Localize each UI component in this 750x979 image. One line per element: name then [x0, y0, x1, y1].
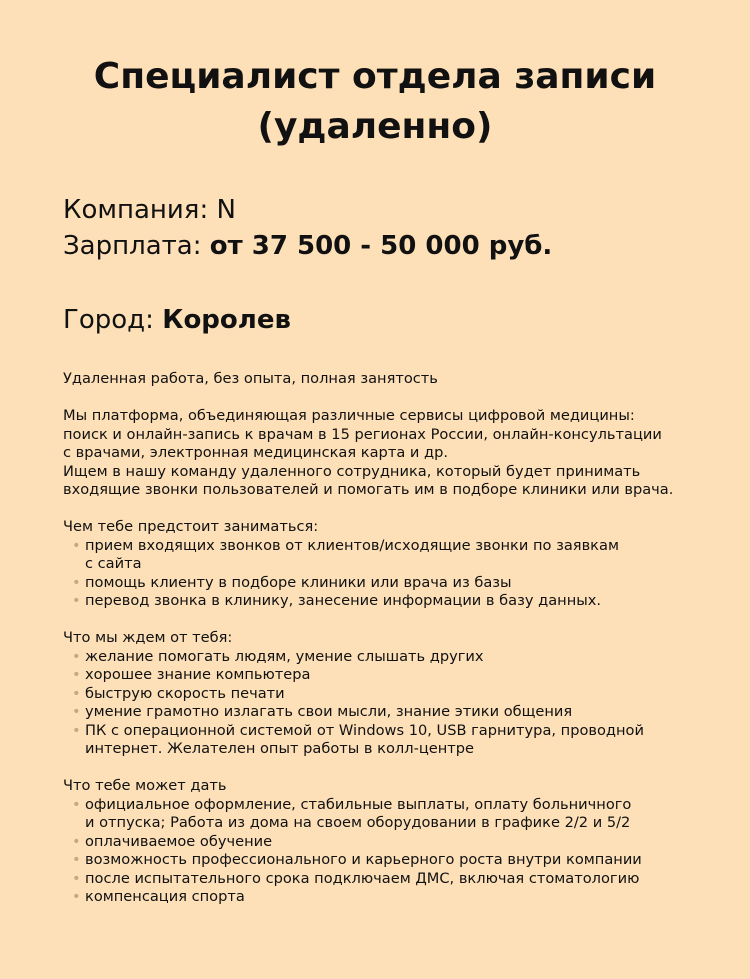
list-item-text: • умение грамотно излагать свои мысли, знание этики общения	[85, 703, 573, 720]
list-item-text: • оплачиваемое обучение	[85, 832, 273, 850]
job-description	[63, 370, 713, 907]
duties-heading: Чем тебе предстоит заниматься:	[63, 518, 319, 535]
list-item-text: • желание помогать людям, умение слышать других	[85, 647, 484, 665]
list-item	[63, 703, 713, 722]
list-item-text: • компенсация спорта	[85, 888, 245, 905]
city-line	[63, 302, 291, 338]
list-item-text: • после испытательного срока подключаем ДМС, включая стоматологию	[85, 869, 640, 887]
list-item	[63, 537, 713, 574]
company-value: N	[216, 195, 236, 225]
list-item-text: • прием входящих звонков от клиентов/исходящие звонки по заявкам с сайта	[85, 536, 619, 572]
salary-label: Зарплата:	[63, 231, 210, 261]
employment-summary: Удаленная работа, без опыта, полная занятость	[63, 370, 438, 387]
duties-list	[63, 537, 713, 611]
list-item	[63, 574, 713, 593]
benefits-heading: Что тебе может дать	[63, 777, 227, 794]
list-item	[63, 796, 713, 833]
list-item	[63, 592, 713, 611]
page-title: Специалист отдела записи (удаленно)	[93, 56, 657, 147]
company-label: Компания:	[63, 195, 217, 225]
requirements-heading: Что мы ждем от тебя:	[63, 629, 233, 646]
company-line	[63, 192, 236, 228]
list-item-text: • быструю скорость печати	[85, 684, 285, 702]
list-item	[63, 685, 713, 704]
list-item-text: • ПК с операционной системой от Windows 10, USB гарнитура, проводной интернет. Желателен опыт работы в колл-центре	[85, 721, 644, 757]
list-item-text: • хорошее знание компьютера	[85, 666, 311, 683]
list-item	[63, 666, 713, 685]
list-item-text: • возможность профессионального и карьерного роста внутри компании	[85, 851, 642, 868]
city-label: Город:	[63, 305, 163, 335]
salary-value: от 37 500 - 50 000 руб.	[209, 231, 553, 261]
list-item	[63, 833, 713, 852]
salary-line	[63, 228, 552, 264]
list-item	[63, 648, 713, 667]
list-item	[63, 722, 713, 759]
list-item-text: • помощь клиенту в подборе клиники или врача из базы	[85, 573, 512, 591]
list-item-text: • перевод звонка в клинику, занесение информации в базу данных.	[85, 592, 602, 609]
benefits-list	[63, 796, 713, 907]
requirements-list	[63, 648, 713, 759]
company-intro: Мы платформа, объединяющая различные сервисы цифровой медицины: поиск и онлайн-запись к врачам в 15 регионах России, онлайн-консультации с врачами, электронная медицинская карта и др. Ищем в нашу команду удаленного сотрудника, который будет принимать входящие звонки пользователей и помогать им в подборе клиники или врача.	[63, 407, 674, 498]
list-item-text: • официальное оформление, стабильные выплаты, оплату больничного и отпуска; Работа из дома на своем оборудовании в графике 2/2 и 5/2	[85, 795, 632, 831]
list-item	[63, 851, 713, 870]
list-item	[63, 888, 713, 907]
city-value: Королев	[162, 305, 291, 335]
list-item	[63, 870, 713, 889]
